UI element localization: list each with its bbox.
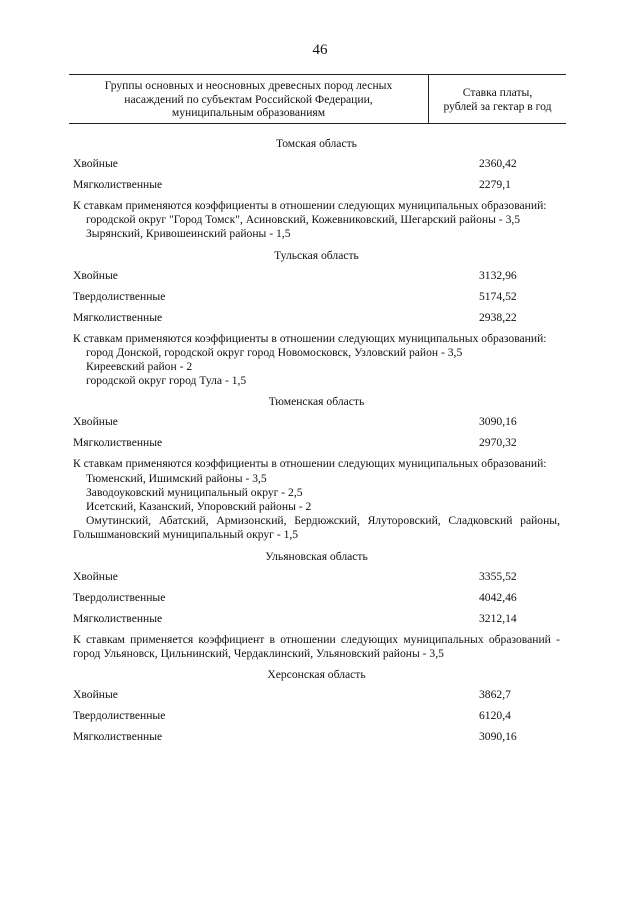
header-column-rate [429, 86, 566, 113]
species-group: Хвойные [73, 569, 118, 583]
page-number: 46 [312, 42, 328, 58]
coefficient-item: Заводоуковский муниципальный округ - 2,5 [86, 485, 303, 499]
table-row [73, 705, 560, 726]
region-section [73, 242, 560, 389]
table-header [69, 74, 566, 124]
table-row [73, 153, 560, 174]
species-group: Хвойные [73, 688, 118, 702]
region-title: Тюменская область [268, 395, 365, 409]
table-row [73, 684, 560, 705]
region-title: Херсонская область [267, 668, 366, 682]
table-row [73, 566, 560, 587]
region-section [73, 543, 560, 661]
region-section [73, 388, 560, 542]
species-group: Твердолиственные [73, 289, 166, 303]
coefficient-note: К ставкам применяются коэффициенты в отношении следующих муниципальных образований: [73, 331, 547, 345]
table-row [73, 432, 560, 453]
header-line: Группы основных и неосновных древесных пород лесных [104, 79, 393, 92]
coefficient-note: К ставкам применяется коэффициент в отношении следующих муниципальных образований - город Ульяновск, Цильнинский, Чердаклинский, Ульяновский районы - 3,5 [73, 632, 560, 660]
rate-value: 3862,7 [479, 688, 511, 702]
species-group: Твердолиственные [73, 709, 166, 723]
species-group: Хвойные [73, 415, 118, 429]
species-group: Твердолиственные [73, 590, 166, 604]
coefficient-item: Киреевский район - 2 [86, 360, 193, 374]
rate-value: 2279,1 [479, 178, 511, 191]
rate-value: 6120,4 [479, 709, 511, 723]
coefficient-note: К ставкам применяются коэффициенты в отношении следующих муниципальных образований: [73, 199, 547, 212]
species-group: Мягколиственные [73, 730, 163, 744]
species-group: Мягколиственные [73, 436, 163, 450]
coefficient-item: Исетский, Казанский, Упоровский районы - 2 [86, 500, 312, 514]
species-group: Мягколиственные [73, 178, 163, 191]
rate-value: 3212,14 [479, 611, 517, 625]
rate-value: 5174,52 [479, 289, 517, 303]
coefficient-note: К ставкам применяются коэффициенты в отношении следующих муниципальных образований: [73, 457, 547, 471]
rate-value: 2360,42 [479, 157, 517, 170]
table-row [73, 608, 560, 629]
header-line: Ставка платы, [462, 86, 533, 99]
table-row [73, 411, 560, 432]
rate-value: 3132,96 [479, 268, 517, 282]
header-line: рублей за гектар в год [443, 99, 552, 113]
table-row [73, 726, 560, 747]
header-line: насаждений по субъектам Российской Федерации, [124, 92, 373, 106]
species-group: Мягколиственные [73, 310, 163, 324]
header-line: муниципальным образованиям [171, 106, 326, 119]
table-row [73, 174, 560, 195]
coefficient-item: Тюменский, Ишимский районы - 3,5 [86, 471, 267, 485]
species-group: Хвойные [73, 157, 118, 170]
table-row [73, 265, 560, 286]
rate-value: 3090,16 [479, 730, 517, 744]
coefficient-item: городской округ город Тула - 1,5 [86, 374, 247, 388]
coefficient-item: город Донской, городской округ город Новомосковск, Узловский район - 3,5 [86, 345, 463, 359]
table-row [73, 286, 560, 307]
coefficient-item: Омутинский, Абатский, Армизонский, Бердюжский, Ялуторовский, Сладковский районы, Голышмановский муниципальный округ - 1,5 [73, 514, 560, 542]
table-row [73, 587, 560, 608]
coefficient-item: городской округ "Город Томск", Асиновский, Кожевниковский, Шегарский районы - 3,5 [86, 213, 521, 227]
region-title: Тульская область [274, 248, 359, 262]
region-title: Ульяновская область [265, 549, 368, 563]
coefficient-item: Зырянский, Кривошеинский районы - 1,5 [86, 227, 291, 241]
region-title: Томская область [276, 137, 357, 150]
header-column-groups [69, 79, 428, 120]
rate-value: 3355,52 [479, 569, 517, 583]
rate-value: 3090,16 [479, 415, 517, 429]
species-group: Мягколиственные [73, 611, 163, 625]
rate-value: 4042,46 [479, 590, 517, 604]
rate-value: 2938,22 [479, 310, 517, 324]
region-section [73, 134, 560, 242]
rate-value: 2970,32 [479, 436, 517, 450]
table-row [73, 307, 560, 328]
rates-content [73, 134, 560, 747]
species-group: Хвойные [73, 268, 118, 282]
region-section [73, 661, 560, 747]
